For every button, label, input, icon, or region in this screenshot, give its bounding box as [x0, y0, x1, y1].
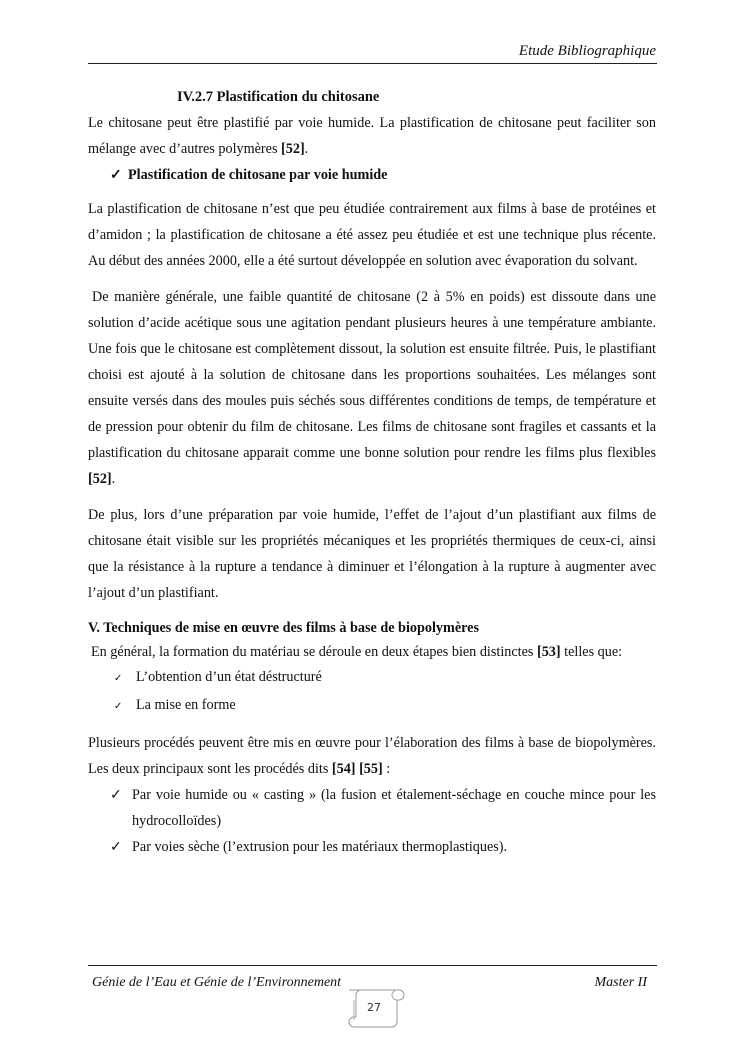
list-item-method — [88, 782, 656, 834]
footer-program: Génie de l’Eau et Génie de l’Environnement — [92, 975, 342, 990]
paragraph-intro-text: Le chitosane peut être plastifié par voie humide. La plastification de chitosane peut faciliter son mélange avec d’autres polymères — [88, 115, 656, 157]
citation-ref: [52] — [281, 141, 305, 157]
citation-ref: [52] — [88, 471, 112, 487]
punctuation: . — [304, 141, 309, 157]
section-heading-v: V. Techniques de mise en œuvre des films à base de biopolymères — [88, 620, 479, 636]
footer-rule — [88, 965, 657, 966]
footer-degree: Master II — [594, 975, 647, 990]
punctuation: : — [382, 761, 391, 777]
header-rule — [88, 63, 657, 64]
subheading-text: Plastification de chitosane par voie humide — [128, 167, 388, 183]
citation-ref: [53] — [536, 644, 561, 660]
paragraph-procedes — [88, 730, 656, 782]
paragraph-procedes-text: Plusieurs procédés peuvent être mis en œuvre pour l’élaboration des films à base de biopolymères. Les deux principaux sont les procédés dits — [88, 735, 656, 777]
paragraph-2-text: De manière générale, une faible quantité de chitosane (2 à 5% en poids) est dissoute dans une solution d’acide acétique sous une agitation pendant plusieurs heures à une température ambiante. Une fois que le chitosane est complètement dissout, la solution est ensuite filtrée. Puis, le plastifiant choisi est ajouté à la solution de chitosane dans les proportions souhaitées. Les mélanges sont ensuite versés dans des moules puis séchés sous différentes conditions de temps, de température et de pression pour obtenir du film de chitosane. Les films de chitosane sont fragiles et cassants et la plastification du chitosane apparait comme une bonne solution pour rendre les films plus flexibles — [88, 289, 656, 461]
check-icon: ✓ — [114, 701, 123, 712]
step-text: L’obtention d’un état déstructuré — [136, 669, 322, 685]
citation-ref: [54] [55] — [331, 761, 383, 777]
check-icon: ✓ — [114, 673, 123, 684]
check-icon: ✓ — [110, 787, 122, 803]
running-header-title: Etude Bibliographique — [518, 43, 656, 59]
method-text: Par voies sèche (l’extrusion pour les matériaux thermoplastiques). — [132, 839, 508, 855]
page-content — [88, 84, 656, 860]
paragraph-intro — [88, 110, 656, 162]
paragraph-v-intro-end: telles que: — [560, 644, 623, 660]
check-icon: ✓ — [110, 839, 122, 855]
punctuation: . — [111, 471, 116, 487]
paragraph-v-intro — [88, 640, 656, 664]
step-text: La mise en forme — [136, 697, 236, 713]
paragraph-1: La plastification de chitosane n’est que peu étudiée contrairement aux films à base de protéines et d’amidon ; la plastification de chitosane a été assez peu étudiée et est une technique plus récente. Au début des années 2000, elle a été surtout développée en solution avec évaporation du solvant. — [88, 201, 656, 269]
method-text: Par voie humide ou « casting » (la fusion et étalement-séchage en couche mince pour les hydrocolloïdes) — [132, 787, 656, 829]
list-item-step — [88, 692, 656, 720]
check-icon: ✓ — [110, 167, 122, 183]
page-number: 27 — [367, 1001, 381, 1014]
paragraph-3: De plus, lors d’une préparation par voie humide, l’effet de l’ajout d’un plastifiant aux films de chitosane était visible sur les propriétés mécaniques et les propriétés thermiques de ceux-ci, ainsi que la résistance à la rupture a tendance à diminuer et l’élongation à la rupture à augmenter avec l’ajout d’un plastifiant. — [88, 507, 656, 601]
list-item-method — [88, 834, 656, 860]
list-item-step — [88, 664, 656, 692]
subheading-voie-humide — [88, 162, 656, 188]
section-heading-iv27: IV.2.7 Plastification du chitosane — [177, 89, 380, 105]
paragraph-2 — [88, 284, 656, 492]
paragraph-v-intro-text: En général, la formation du matériau se déroule en deux étapes bien distinctes — [91, 644, 537, 660]
